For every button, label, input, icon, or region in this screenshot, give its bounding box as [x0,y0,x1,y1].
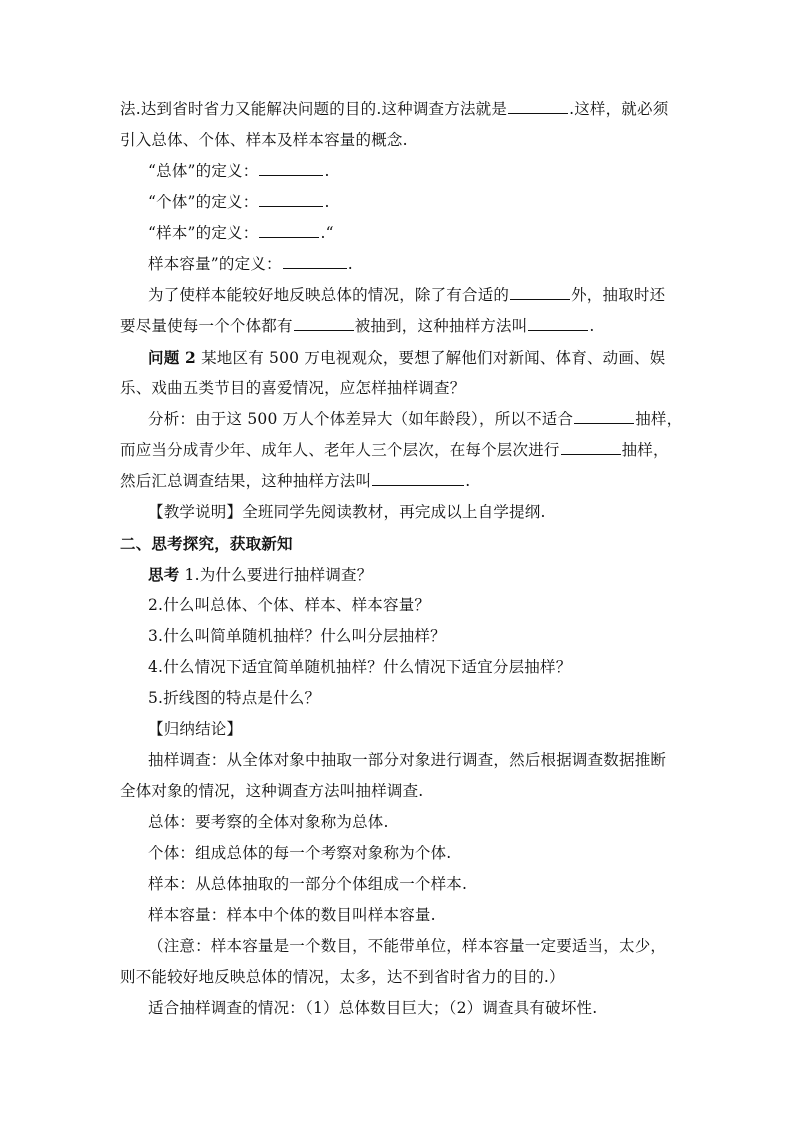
text: 抽样， [635,410,683,428]
text: 法.达到省时省力又能解决问题的目的.这种调查方法就是 [120,100,508,118]
text-line [120,776,680,807]
text: 引入总体、个体、样本及样本容量的概念. [120,131,408,149]
text: （注意：样本容量是一个数目，不能带单位，样本容量一定要适当，太少， [148,937,667,955]
think-question-4 [120,652,680,683]
text-line [120,373,680,404]
definition-total [120,156,680,187]
text-line [120,94,680,125]
text: “个体”的定义： [148,193,259,211]
text: 要尽量使每一个个体都有 [120,317,293,335]
definition-line [120,869,680,900]
text: 适合抽样调查的情况：（1）总体数目巨大；（2）调查具有破坏性. [148,999,598,1017]
text: 总体：要考察的全体对象称为总体. [148,813,389,831]
text: 分析：由于这 500 万人个体差异大（如年龄段），所以不适合 [148,410,574,428]
teaching-note [120,497,680,528]
definition-line [120,807,680,838]
text: 【教学说明】全班同学先阅读教材，再完成以上自学提纲. [148,503,546,521]
fill-blank[interactable] [574,404,634,424]
fill-blank[interactable] [508,94,568,114]
text: 5.折线图的特点是什么？ [148,689,321,707]
text: 【归纳结论】 [148,720,243,738]
text: 乐、戏曲五类节目的喜爱情况，应怎样抽样调查？ [120,379,466,397]
think-question-5 [120,683,680,714]
definition-individual [120,187,680,218]
section-heading [120,528,680,559]
note-line [120,931,680,962]
fill-blank[interactable] [294,311,354,331]
heading-text: 二、思考探究，获取新知 [120,534,293,553]
text: .“ [320,224,334,242]
fill-blank[interactable] [372,466,464,486]
text: 抽样， [621,441,669,459]
text-line [120,962,680,993]
fill-blank[interactable] [283,249,347,269]
text: 则不能较好地反映总体的情况，太多，达不到省时省力的目的.） [120,968,565,986]
text: 外，抽取时还 [571,286,666,304]
think-label: 思考 [148,565,180,584]
think-question-1 [120,559,680,590]
text: 抽样调查：从全体对象中抽取一部分对象进行调查，然后根据调查数据推断 [148,751,667,769]
text: 3.什么叫简单随机抽样？什么叫分层抽样？ [148,627,446,645]
text: 某地区有 500 万电视观众，要想了解他们对新闻、体育、动画、娱 [195,349,666,367]
text: . [347,255,353,273]
text: 个体：组成总体的每一个考察对象称为个体. [148,844,452,862]
fill-blank[interactable] [259,218,319,238]
definition-line [120,900,680,931]
text-line [120,125,680,156]
definition-line [120,838,680,869]
question-label: 问题 2 [148,348,196,367]
think-question-2 [120,590,680,621]
text: 样本容量”的定义： [148,255,282,273]
applicable-cases [120,993,680,1024]
text: 样本：从总体抽取的一部分个体组成一个样本. [148,875,468,893]
text: 然后汇总调查结果，这种抽样方法叫 [120,472,372,490]
document-body [120,94,683,1024]
text: 1.为什么要进行抽样调查？ [179,566,373,584]
text-line [120,280,680,311]
fill-blank[interactable] [510,280,570,300]
text: . [589,317,595,335]
text: 被抽到，这种抽样方法叫 [354,317,528,335]
text: 4.什么情况下适宜简单随机抽样？什么情况下适宜分层抽样？ [148,658,572,676]
analysis-line [120,404,683,435]
fill-blank[interactable] [561,435,621,455]
fill-blank[interactable] [259,187,323,207]
text: 2.什么叫总体、个体、样本、样本容量？ [148,596,431,614]
text: . [324,162,330,180]
text: 全体对象的情况，这种调查方法叫抽样调查. [120,782,424,800]
text: .这样，就必须 [569,100,669,118]
text: 样本容量：样本中个体的数目叫样本容量. [148,906,436,924]
conclusion-heading [120,714,680,745]
question-2 [120,342,680,373]
text: 而应当分成青少年、成年人、老年人三个层次，在每个层次进行 [120,441,560,459]
text-line [120,311,680,342]
definition-sample-size [120,249,680,280]
text: . [465,472,471,490]
text: “样本”的定义： [148,224,259,242]
text: “总体”的定义： [148,162,259,180]
text: 为了使样本能较好地反映总体的情况，除了有合适的 [148,286,510,304]
text-line [120,435,680,466]
text: . [324,193,330,211]
think-question-3 [120,621,680,652]
definition-sample [120,218,680,249]
definition-sampling-survey [120,745,680,776]
fill-blank[interactable] [528,311,588,331]
text-line [120,466,680,497]
fill-blank[interactable] [259,156,323,176]
